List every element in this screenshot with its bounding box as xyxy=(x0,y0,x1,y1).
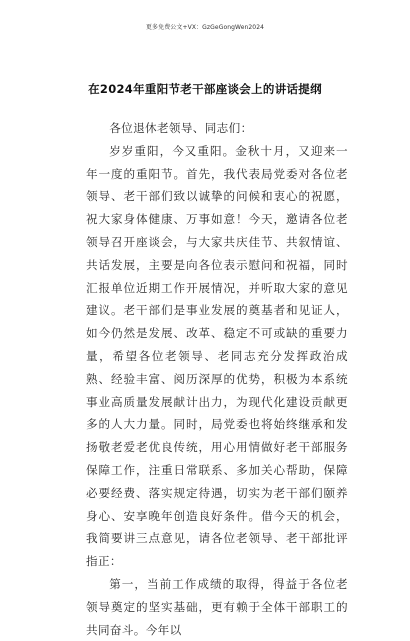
header-note: 更多免费公文+VX：GzGeGongWen2024 xyxy=(145,24,265,31)
paragraph-2: 第一，当前工作成绩的取得，得益于各位老领导奠定的坚实基础，更有赖于全体干部职工的共同奋斗。今年以 xyxy=(86,576,348,637)
paragraph-1: 岁岁重阳，今又重阳。金秋十月，又迎来一年一度的重阳节。首先，我代表局党委对各位老领导、老干部们致以诚挚的问候和衷心的祝愿，祝大家身体健康、万事如意！今天，邀请各位老领导召开座谈会，与大家共庆佳节、共叙情谊、共话发展，主要是向各位表示慰问和祝福，同时汇报单位近期工作开展情况，并听取大家的意见建议。老干部们是事业发展的奠基者和见证人，如今仍然是发展、改革、稳定不可或缺的重要力量，希望各位老领导、老同志充分发挥政治成熟、经验丰富、阅历深厚的优势，积极为本系统事业高质量发展献计出力，为现代化建设贡献更多的人大力量。同时，局党委也将始终继承和发扬敬老爱老优良传统，用心用情做好老干部服务保障工作，注重日常联系、多加关心帮助，保障必要经费、落实规定待遇，切实为老干部们颐养身心、安享晚年创造良好条件。借今天的机会，我简要讲三点意见，请各位老领导、老干部批评指正： xyxy=(86,143,348,569)
salutation: 各位退休老领导、同志们： xyxy=(109,121,253,135)
document-body xyxy=(86,117,348,641)
document-title: 在2024年重阳节老干部座谈会上的讲话提纲 xyxy=(88,82,322,96)
